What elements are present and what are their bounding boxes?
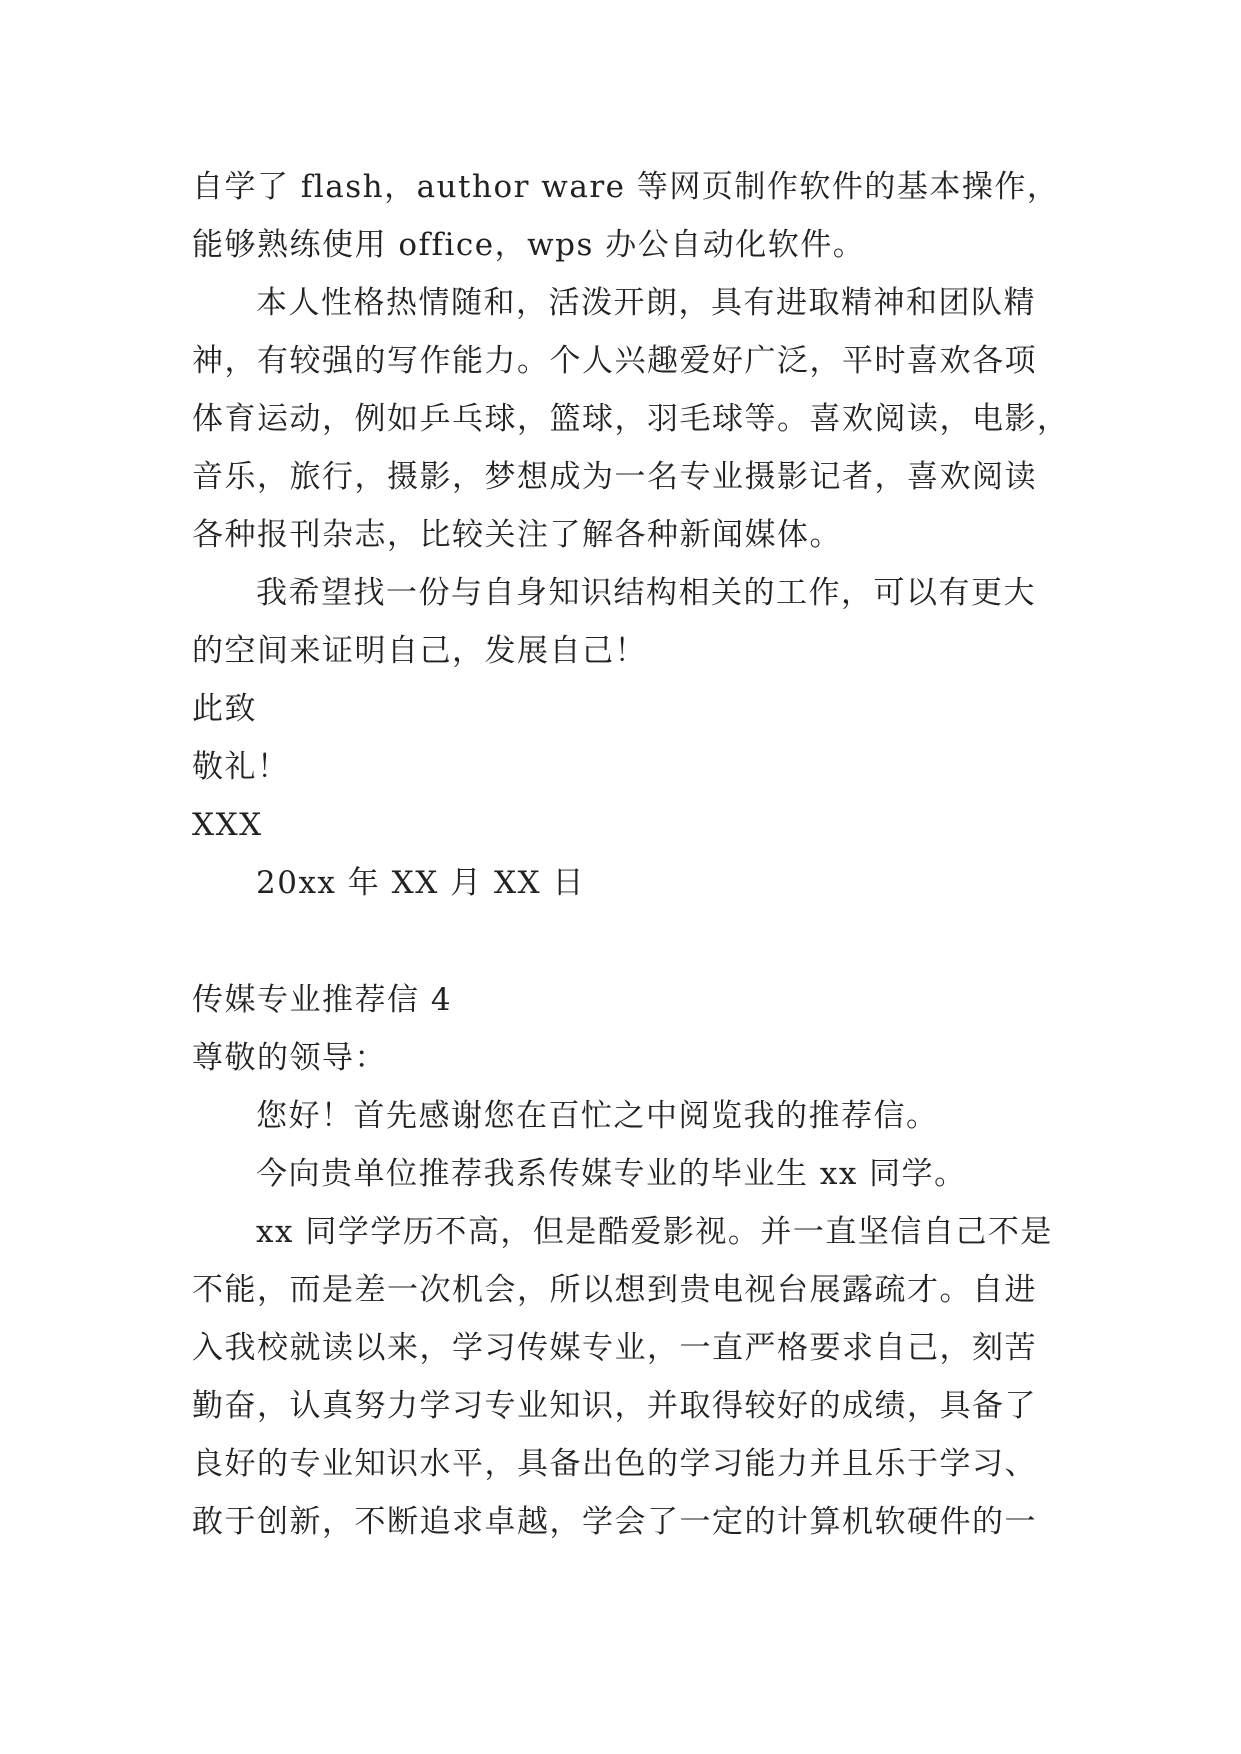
letter-greeting: 尊敬的领导： [192, 1040, 387, 1076]
text-line-7: 各种报刊杂志，比较关注了解各种新闻媒体。 [192, 517, 842, 553]
text-line-18: xx 同学学历不高，但是酷爱影视。并一直坚信自己不是 [256, 1214, 1053, 1250]
text-line-22: 良好的专业知识水平，具备出色的学习能力并且乐于学习、 [192, 1446, 1037, 1482]
text-line-16: 您好！首先感谢您在百忙之中阅览我的推荐信。 [256, 1098, 939, 1134]
text-line-3: 本人性格热情随和，活泼开朗，具有进取精神和团队精 [256, 285, 1036, 321]
text-line-19: 不能，而是差一次机会，所以想到贵电视台展露疏才。自进 [192, 1272, 1037, 1308]
text-line-6: 音乐，旅行，摄影，梦想成为一名专业摄影记者，喜欢阅读 [192, 459, 1037, 495]
text-line-9: 的空间来证明自己，发展自己！ [192, 633, 647, 669]
signature-date: 20xx 年 XX 月 XX 日 [256, 865, 585, 901]
closing-respect: 敬礼！ [192, 749, 290, 785]
text-line-4: 神，有较强的写作能力。个人兴趣爱好广泛，平时喜欢各项 [192, 343, 1037, 379]
text-line-5: 体育运动，例如乒乓球，篮球，羽毛球等。喜欢阅读，电影， [192, 401, 1070, 437]
text-line-20: 入我校就读以来，学习传媒专业，一直严格要求自己，刻苦 [192, 1330, 1037, 1366]
closing-salutation: 此致 [192, 691, 257, 727]
text-line-1: 自学了 flash，author ware 等网页制作软件的基本操作， [192, 169, 1060, 205]
text-line-23: 敢于创新，不断追求卓越，学会了一定的计算机软硬件的一 [192, 1504, 1037, 1540]
section-title: 传媒专业推荐信 4 [192, 982, 453, 1018]
text-line-8: 我希望找一份与自身知识结构相关的工作，可以有更大 [256, 575, 1036, 611]
text-line-2: 能够熟练使用 office，wps 办公自动化软件。 [192, 227, 866, 263]
signature-name: XXX [192, 807, 263, 843]
text-line-21: 勤奋，认真努力学习专业知识，并取得较好的成绩，具备了 [192, 1388, 1037, 1424]
text-line-17: 今向贵单位推荐我系传媒专业的毕业生 xx 同学。 [256, 1156, 967, 1192]
